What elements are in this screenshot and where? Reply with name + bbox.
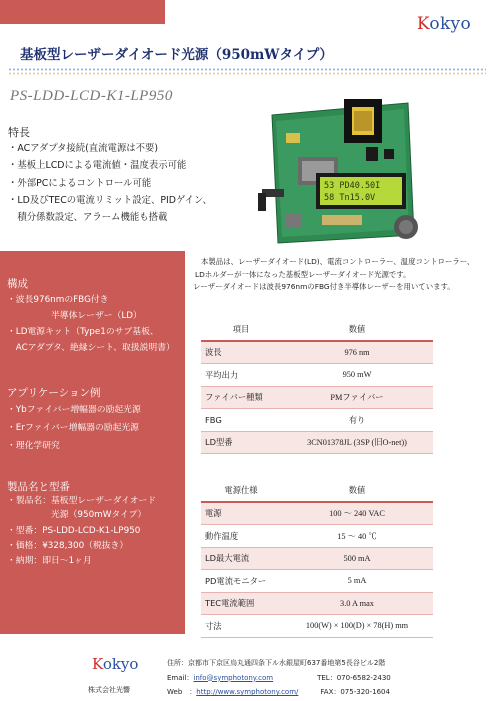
product-line: ・型番：PS-LDD-LCD-K1-LP950	[7, 526, 141, 536]
config-line: 半導体レーザー（LD）	[7, 311, 142, 321]
table-cell: 寸法	[201, 615, 281, 638]
table-header-row	[201, 479, 433, 502]
table-cell: 500 mA	[281, 547, 433, 570]
feature-item: 積分係数設定、アラーム機能も搭載	[8, 212, 168, 224]
application-line: ・理化学研究	[7, 441, 60, 451]
table-cell: 100 〜 240 VAC	[281, 502, 433, 525]
table-cell: PD電流モニター	[201, 570, 281, 593]
fax-text: FAX：075-320-1604	[320, 688, 390, 696]
table-header-cell: 電源仕様	[201, 479, 281, 502]
product-line: ・納期：即日～1ヶ月	[7, 556, 92, 566]
table-row	[201, 341, 433, 364]
config-line: ACアダプタ、絶縁シート、取扱説明書）	[7, 343, 175, 353]
product-line: ・価格：¥328,300（税抜き）	[7, 541, 129, 551]
table-cell: 15 〜 40 ℃	[281, 525, 433, 548]
feature-item: ・基板上LCDによる電流値・温度表示可能	[8, 160, 187, 172]
table-cell: PMファイバー	[281, 386, 433, 409]
features-heading: 特長	[8, 126, 30, 139]
application-line: ・Erファイバー増幅器の励起光源	[7, 423, 139, 433]
features-list	[8, 140, 212, 226]
table-cell: 電源	[201, 502, 281, 525]
web-line: Web ：http://www.symphotony.com/ FAX：075-320-1604	[167, 688, 390, 696]
intro-line: LDホルダーが一体になった基板型レーザーダイオード光源です。	[195, 269, 411, 279]
table-cell: 100(W) × 100(D) × 78(H) mm	[281, 615, 433, 638]
table-header-cell: 数値	[281, 318, 433, 341]
feature-item: ・LD及びTECの電流リミット設定、PIDゲイン、	[8, 194, 213, 206]
config-line: ・波長976nmのFBG付き	[7, 295, 109, 305]
intro-text	[193, 256, 495, 294]
feature-item: ・外部PCによるコントロール可能	[8, 177, 152, 189]
intro-line: レーザーダイオードは波長976nmのFBG付き半導体レーザーを用いています。	[193, 282, 455, 291]
company-name: 株式会社光響	[88, 686, 130, 694]
table-cell: FBG	[201, 409, 281, 432]
table-cell: TEC電流範囲	[201, 592, 281, 615]
table-row	[201, 364, 433, 387]
table-cell: 976 nm	[281, 341, 433, 364]
top-accent-bar	[0, 0, 165, 24]
table-row	[201, 502, 433, 525]
title-divider	[8, 68, 486, 71]
table-cell: LD型番	[201, 431, 281, 454]
product-photo	[258, 97, 418, 247]
table-cell: 3CN01378JL (3SP (旧O-net))	[281, 431, 433, 454]
title-divider-2	[8, 72, 486, 75]
application-heading: アプリケーション例	[7, 387, 101, 399]
table-header-cell: 項目	[201, 318, 281, 341]
lcd-line-2: 58 Tn15.0V	[324, 193, 376, 203]
spec-table	[201, 318, 433, 454]
table-row	[201, 409, 433, 432]
table-cell: 5 mA	[281, 570, 433, 593]
tel-text: TEL：070-6582-2430	[317, 673, 391, 682]
table-cell: LD最大電流	[201, 547, 281, 570]
table-row	[201, 547, 433, 570]
table-row	[201, 431, 433, 454]
address-line: 住所：京都市下京区烏丸通四条下ル水銀屋町637番地第5長谷ビル2階	[167, 659, 386, 667]
product-heading: 製品名と型番	[7, 481, 70, 493]
model-number: PS-LDD-LCD-K1-LP950	[10, 88, 173, 104]
email-link[interactable]: info@symphotony.com	[193, 673, 274, 682]
table-row	[201, 525, 433, 548]
config-heading: 構成	[7, 278, 28, 290]
intro-line: 本製品は、レーザーダイオード(LD)、電流コントローラー、温度コントローラー、	[201, 257, 475, 266]
table-header-cell: 数値	[281, 479, 433, 502]
power-spec-table	[201, 479, 433, 638]
product-line: 光源（950mWタイプ）	[7, 510, 147, 520]
lcd-line-1: 53 PD40.50I	[324, 181, 381, 191]
product-line: ・製品名：基板型レーザーダイオード	[7, 496, 157, 506]
table-cell: 波長	[201, 341, 281, 364]
table-row	[201, 615, 433, 638]
table-cell: 有り	[281, 409, 433, 432]
info-sidebar	[0, 251, 185, 634]
website-link[interactable]: http://www.symphotony.com/	[196, 688, 299, 696]
table-row	[201, 386, 433, 409]
application-line: ・Ybファイバー増幅器の励起光源	[7, 405, 141, 415]
table-header-row	[201, 318, 433, 341]
table-cell: 動作温度	[201, 525, 281, 548]
table-cell: 3.0 A max	[281, 592, 433, 615]
table-cell: 950 mW	[281, 364, 433, 387]
config-line: ・LD電源キット（Type1のサブ基板、	[7, 327, 159, 337]
table-row	[201, 570, 433, 593]
footer-brand-logo: Kokyo	[92, 655, 139, 673]
table-cell: ファイバー種類	[201, 386, 281, 409]
email-line: Email：info@symphotony.com TEL：070-6582-2430	[167, 673, 391, 682]
contact-block	[167, 656, 391, 700]
table-row	[201, 592, 433, 615]
table-cell: 平均出力	[201, 364, 281, 387]
feature-item: ・ACアダプタ接続(直流電源は不要)	[8, 143, 159, 154]
brand-logo: Kokyo	[416, 14, 471, 34]
page-title: 基板型レーザーダイオード光源（950mWタイプ）	[20, 47, 333, 63]
